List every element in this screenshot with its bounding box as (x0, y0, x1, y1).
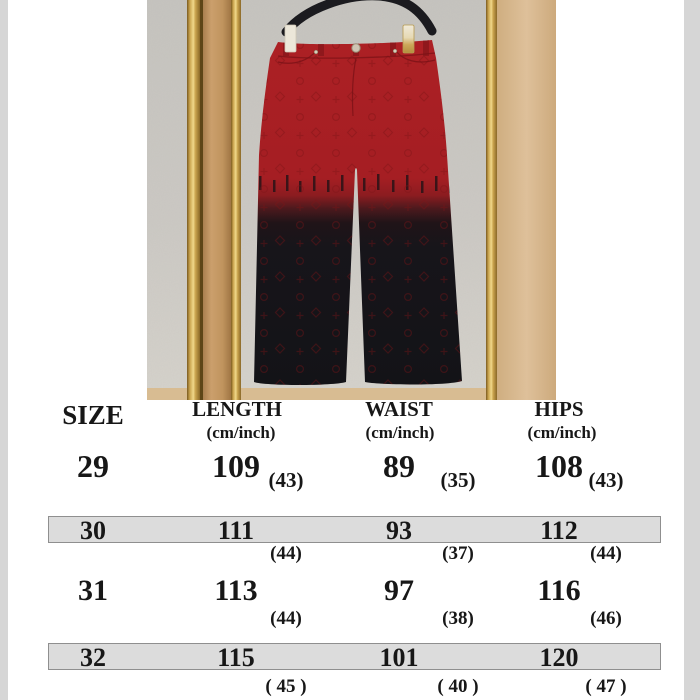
hips-inch: (44) (590, 543, 622, 564)
length-inch: (44) (270, 608, 302, 629)
size-value: 29 (77, 448, 109, 484)
length-cm: 109 (212, 448, 260, 484)
hips-inch: ( 47 ) (585, 676, 627, 697)
length-inch: (43) (268, 468, 304, 492)
size-value: 31 (78, 574, 108, 607)
hips-inch: (43) (588, 468, 624, 492)
waist-cm: 93 (386, 516, 412, 545)
waist-cm: 89 (383, 448, 415, 484)
waist-inch: (37) (442, 543, 474, 564)
size-value: 32 (80, 643, 106, 672)
length-inch: (44) (270, 543, 302, 564)
hips-cm: 116 (537, 574, 581, 607)
col-header-length: LENGTH (192, 397, 282, 421)
length-cm: 115 (217, 643, 255, 672)
waist-inch: (38) (442, 608, 474, 629)
length-cm: 111 (217, 516, 255, 545)
size-chart (8, 0, 684, 700)
hips-cm: 120 (539, 643, 579, 672)
waist-inch: (35) (440, 468, 476, 492)
col-header-size: SIZE (62, 400, 124, 430)
unit-label-hips: (cm/inch) (527, 423, 597, 442)
hips-cm: 108 (535, 448, 583, 484)
waist-cm: 101 (379, 643, 419, 672)
length-inch: ( 45 ) (265, 676, 307, 697)
waist-cm: 97 (384, 574, 414, 607)
unit-label-length: (cm/inch) (206, 423, 276, 442)
unit-label-waist: (cm/inch) (365, 423, 435, 442)
content-card (8, 0, 684, 700)
hips-inch: (46) (590, 608, 622, 629)
col-header-hips: HIPS (534, 397, 584, 421)
hips-cm: 112 (540, 516, 578, 545)
waist-inch: ( 40 ) (437, 676, 479, 697)
size-value: 30 (80, 516, 106, 545)
length-cm: 113 (214, 574, 258, 607)
col-header-waist: WAIST (365, 397, 433, 421)
